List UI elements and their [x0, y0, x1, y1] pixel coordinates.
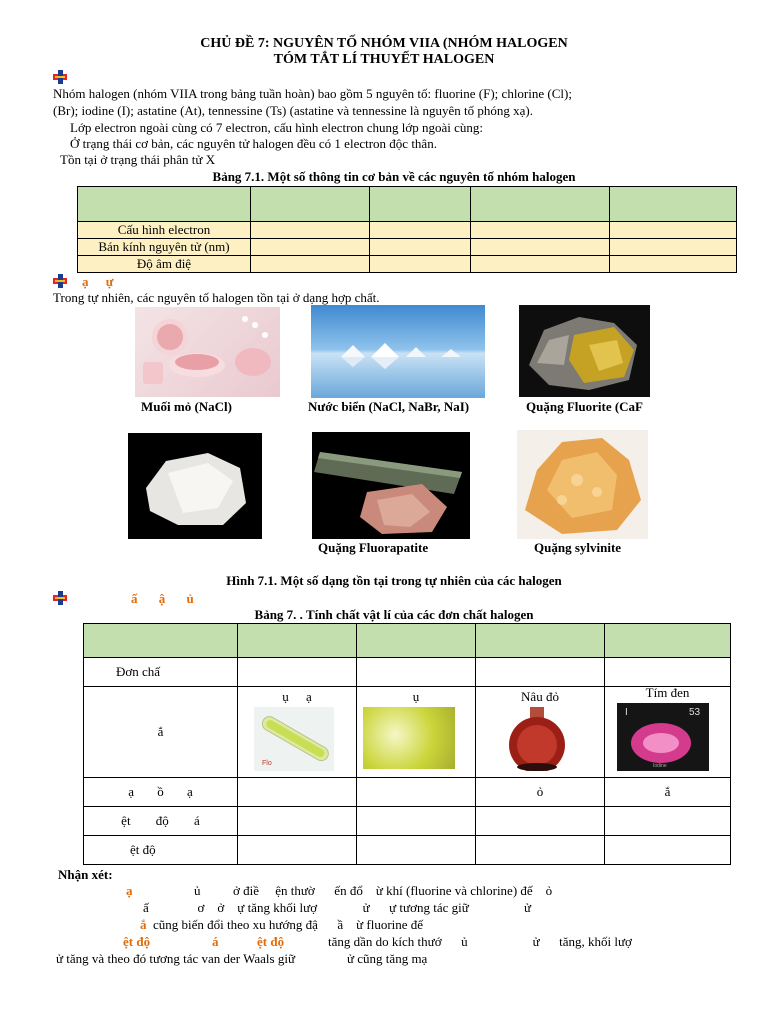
bullet-icon	[53, 70, 67, 84]
table-cell	[605, 658, 731, 687]
table-cell: ỏ	[476, 778, 605, 807]
remarks-line-4c: ệt độ	[257, 934, 285, 949]
table-cell	[357, 658, 476, 687]
table-header-row	[78, 187, 737, 222]
bromine-flask-image	[488, 707, 586, 771]
table-row	[78, 222, 737, 239]
table-cell	[78, 187, 251, 222]
fluorapatite-image	[312, 432, 470, 539]
table-row	[84, 807, 731, 836]
chlorine-cell	[357, 687, 476, 778]
table-cell	[471, 239, 610, 256]
remarks-line-4b: á	[212, 934, 219, 949]
caption-fluorite: Quặng Fluorite (CaF	[526, 399, 643, 414]
sylvinite-image	[517, 430, 648, 539]
table-cell	[251, 222, 370, 239]
row-label: ạ ồ ạ	[84, 778, 238, 807]
table-cell	[471, 187, 610, 222]
table-cell	[610, 239, 737, 256]
chlorine-gas-image	[363, 707, 455, 769]
row-label: Bán kính nguyên tử (nm)	[78, 239, 251, 256]
table-cell	[610, 187, 737, 222]
remarks-heading: Nhận xét:	[58, 867, 113, 882]
table-cell	[357, 807, 476, 836]
intro-line-5: Tồn tại ở trạng thái phân tử X	[60, 152, 216, 167]
section-heading: ấ ậ ủ	[131, 591, 194, 606]
table-cell	[251, 187, 370, 222]
halogen-physical-table	[83, 623, 731, 865]
halogen-info-table	[77, 186, 737, 273]
row-label: ắ	[84, 687, 238, 778]
table-cell: ắ	[605, 778, 731, 807]
table-cell	[357, 778, 476, 807]
table-cell	[605, 836, 731, 865]
table-cell	[84, 624, 238, 658]
remarks-line-1a: ạ	[126, 883, 133, 898]
iodine-image	[617, 703, 709, 771]
table-cell	[238, 778, 357, 807]
bullet-icon	[53, 274, 67, 288]
table-cell	[476, 836, 605, 865]
table-row	[84, 687, 731, 778]
table-cell	[370, 256, 471, 273]
intro-line-1: Nhóm halogen (nhóm VIIA trong bảng tuần hoàn) bao gồm 5 nguyên tố: fluorine (F); chlorine (Cl);	[53, 86, 572, 101]
fluorine-cell	[238, 687, 357, 778]
fluorite-image	[519, 305, 650, 397]
table-cell	[370, 239, 471, 256]
table-cell	[251, 239, 370, 256]
page-subtitle: TÓM TẮT LÍ THUYẾT HALOGEN	[273, 52, 495, 67]
white-mineral-image	[128, 433, 262, 539]
figure-title: Hình 7.1. Một số dạng tồn tại trong tự nhiên của các halogen	[226, 573, 562, 588]
remarks-line-1b: ủ ở điề ện thườ ến đổ ừ khí (fluorine và chlorine) đế ỏ	[194, 883, 553, 898]
color-label: ụ ạ	[282, 689, 312, 704]
table-cell	[238, 807, 357, 836]
table-cell	[238, 658, 357, 687]
table1-caption: Bảng 7.1. Một số thông tin cơ bản về các nguyên tố nhóm halogen	[212, 169, 576, 184]
remarks-line-4d: tăng dần do kích thướ ủ ử tăng, khối lượ	[328, 934, 632, 949]
table-cell	[238, 624, 357, 658]
fluorine-label: Flo	[262, 760, 272, 767]
section-heading: ạ ự	[82, 274, 114, 289]
iodine-symbol: I	[625, 707, 628, 718]
iodine-cell	[605, 687, 731, 778]
remarks-line-4a: ệt độ	[123, 934, 151, 949]
intro-line-2: (Br); iodine (I); astatine (At), tennessine (Ts) (astatine và tennessine là nguyên tố phóng xạ).	[53, 103, 533, 118]
page-title: CHỦ ĐỀ 7: NGUYÊN TỐ NHÓM VIIA (NHÓM HALOGEN	[200, 36, 568, 51]
section-text: Trong tự nhiên, các nguyên tố halogen tồn tại ở dạng hợp chất.	[53, 290, 380, 305]
table-cell	[471, 256, 610, 273]
row-label: ệt độ á	[84, 807, 238, 836]
table-row	[78, 239, 737, 256]
table-cell	[238, 836, 357, 865]
fluorine-tube-image	[254, 707, 334, 771]
table-cell	[476, 658, 605, 687]
caption-rock-salt: Muối mỏ (NaCl)	[141, 399, 232, 414]
remarks-line-5: ử tăng và theo đó tương tác van der Waals giữ ử cũng tăng mạ	[56, 951, 428, 966]
table-cell	[610, 222, 737, 239]
table-cell	[471, 222, 610, 239]
table-cell	[370, 187, 471, 222]
iodine-number: 53	[689, 707, 701, 718]
table-cell	[357, 836, 476, 865]
table-row	[84, 778, 731, 807]
table2-caption: Bảng 7. . Tính chất vật lí của các đơn chất halogen	[254, 607, 534, 622]
salt-flats-image	[311, 305, 485, 398]
bromine-cell	[476, 687, 605, 778]
table-header-row	[84, 624, 731, 658]
color-label: Nâu đỏ	[521, 689, 559, 704]
table-row	[84, 658, 731, 687]
remarks-line-2: ấ ơ ở ự tăng khối lượ ử ự tương tác giữ ử	[143, 900, 532, 915]
remarks-line-3b: cũng biến đổi theo xu hướng đậ ầ ừ fluorine đế	[153, 917, 424, 932]
remarks-line-3a: ắ	[140, 917, 147, 932]
row-label: ệt độ	[84, 836, 238, 865]
color-label: ụ	[412, 689, 420, 704]
table-cell	[370, 222, 471, 239]
table-cell	[605, 807, 731, 836]
color-label: Tím đen	[645, 685, 690, 700]
table-cell	[476, 624, 605, 658]
iodine-label: Iodine	[653, 763, 667, 769]
table-cell	[605, 624, 731, 658]
table-cell	[357, 624, 476, 658]
bullet-icon	[53, 591, 67, 605]
table-row	[84, 836, 731, 865]
intro-line-4: Ở trạng thái cơ bản, các nguyên tử halogen đều có 1 electron độc thân.	[70, 136, 437, 151]
row-label: Cấu hình electron	[78, 222, 251, 239]
row-label: Độ âm điệ	[78, 256, 251, 273]
table-cell	[251, 256, 370, 273]
intro-line-3: Lớp electron ngoài cùng có 7 electron, cấu hình electron chung lớp ngoài cùng:	[70, 120, 483, 135]
table-cell	[476, 807, 605, 836]
caption-sea-water: Nước biển (NaCl, NaBr, NaI)	[308, 399, 470, 414]
caption-sylvinite: Quặng sylvinite	[534, 540, 622, 555]
caption-fluorapatite: Quặng Fluorapatite	[318, 540, 429, 555]
row-label: Đơn chấ	[84, 658, 238, 687]
rock-salt-image	[135, 307, 280, 397]
table-cell	[610, 256, 737, 273]
table-row	[78, 256, 737, 273]
